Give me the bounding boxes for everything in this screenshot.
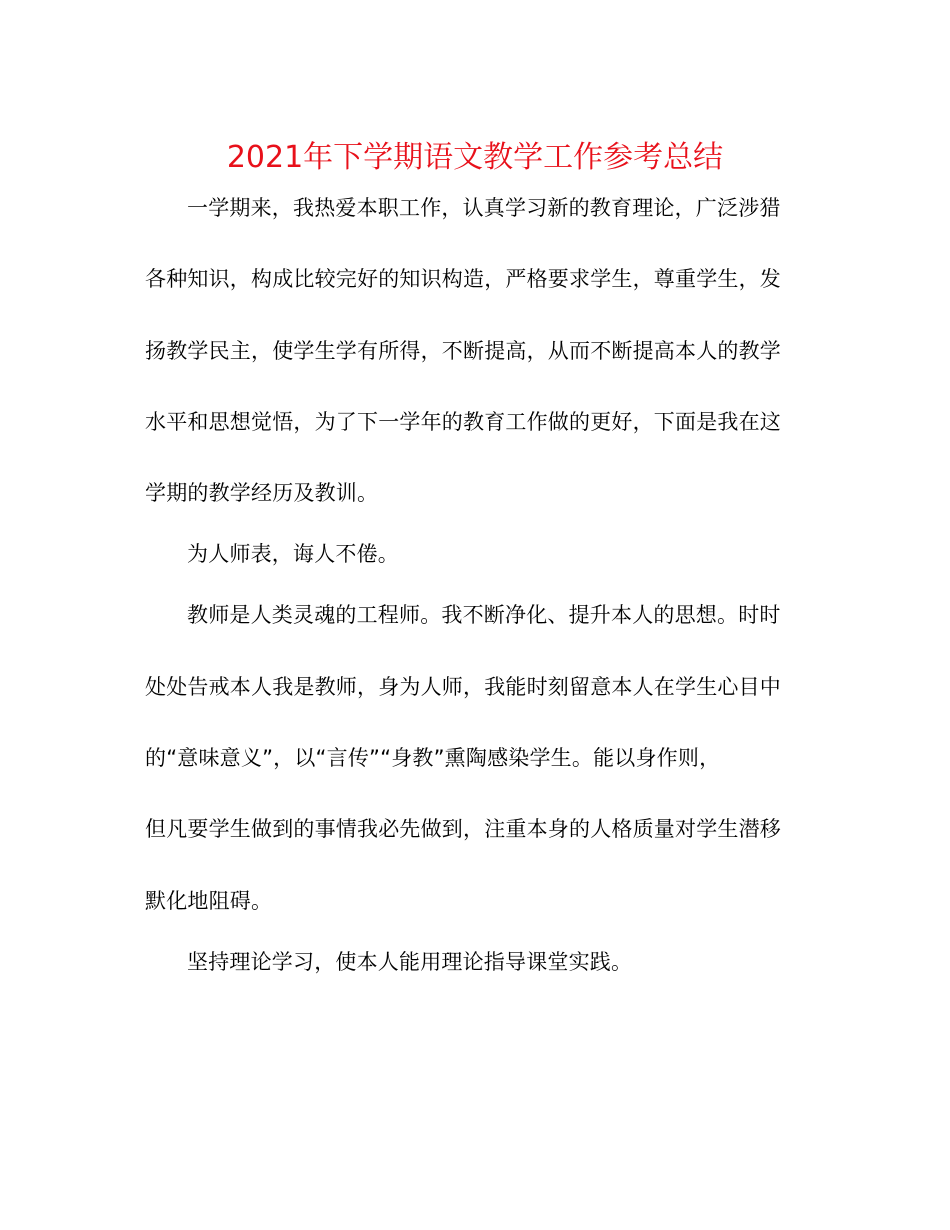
paragraph-line: 的“意味意义”，以“言传”“身教”熏陶感染学生。能以身作则， — [145, 746, 721, 770]
document-title: 2021年下学期语文教学工作参考总结 — [226, 140, 724, 175]
paragraph-line: 处处告戒本人我是教师，身为人师，我能时刻留意本人在学生心目中 — [145, 675, 781, 699]
paragraph-line: 扬教学民主，使学生学有所得，不断提高，从而不断提高本人的教学 — [145, 339, 781, 363]
paragraph-line: 默化地阻碍。 — [145, 889, 273, 913]
paragraph-line: 坚持理论学习，使本人能用理论指导课堂实践。 — [187, 950, 633, 974]
paragraph-line: 水平和思想觉悟，为了下一学年的教育工作做的更好，下面是我在这 — [145, 410, 781, 434]
paragraph-line: 为人师表，诲人不倦。 — [187, 542, 399, 566]
paragraph-line: 教师是人类灵魂的工程师。我不断净化、提升本人的思想。时时 — [187, 603, 781, 627]
paragraph-line: 各种知识，构成比较完好的知识构造，严格要求学生，尊重学生，发 — [145, 267, 781, 291]
paragraph-line: 但凡要学生做到的事情我必先做到，注重本身的人格质量对学生潜移 — [145, 817, 781, 841]
paragraph-line: 一学期来，我热爱本职工作，认真学习新的教育理论，广泛涉猎 — [187, 196, 781, 220]
paragraph-line: 学期的教学经历及教训。 — [145, 481, 379, 505]
